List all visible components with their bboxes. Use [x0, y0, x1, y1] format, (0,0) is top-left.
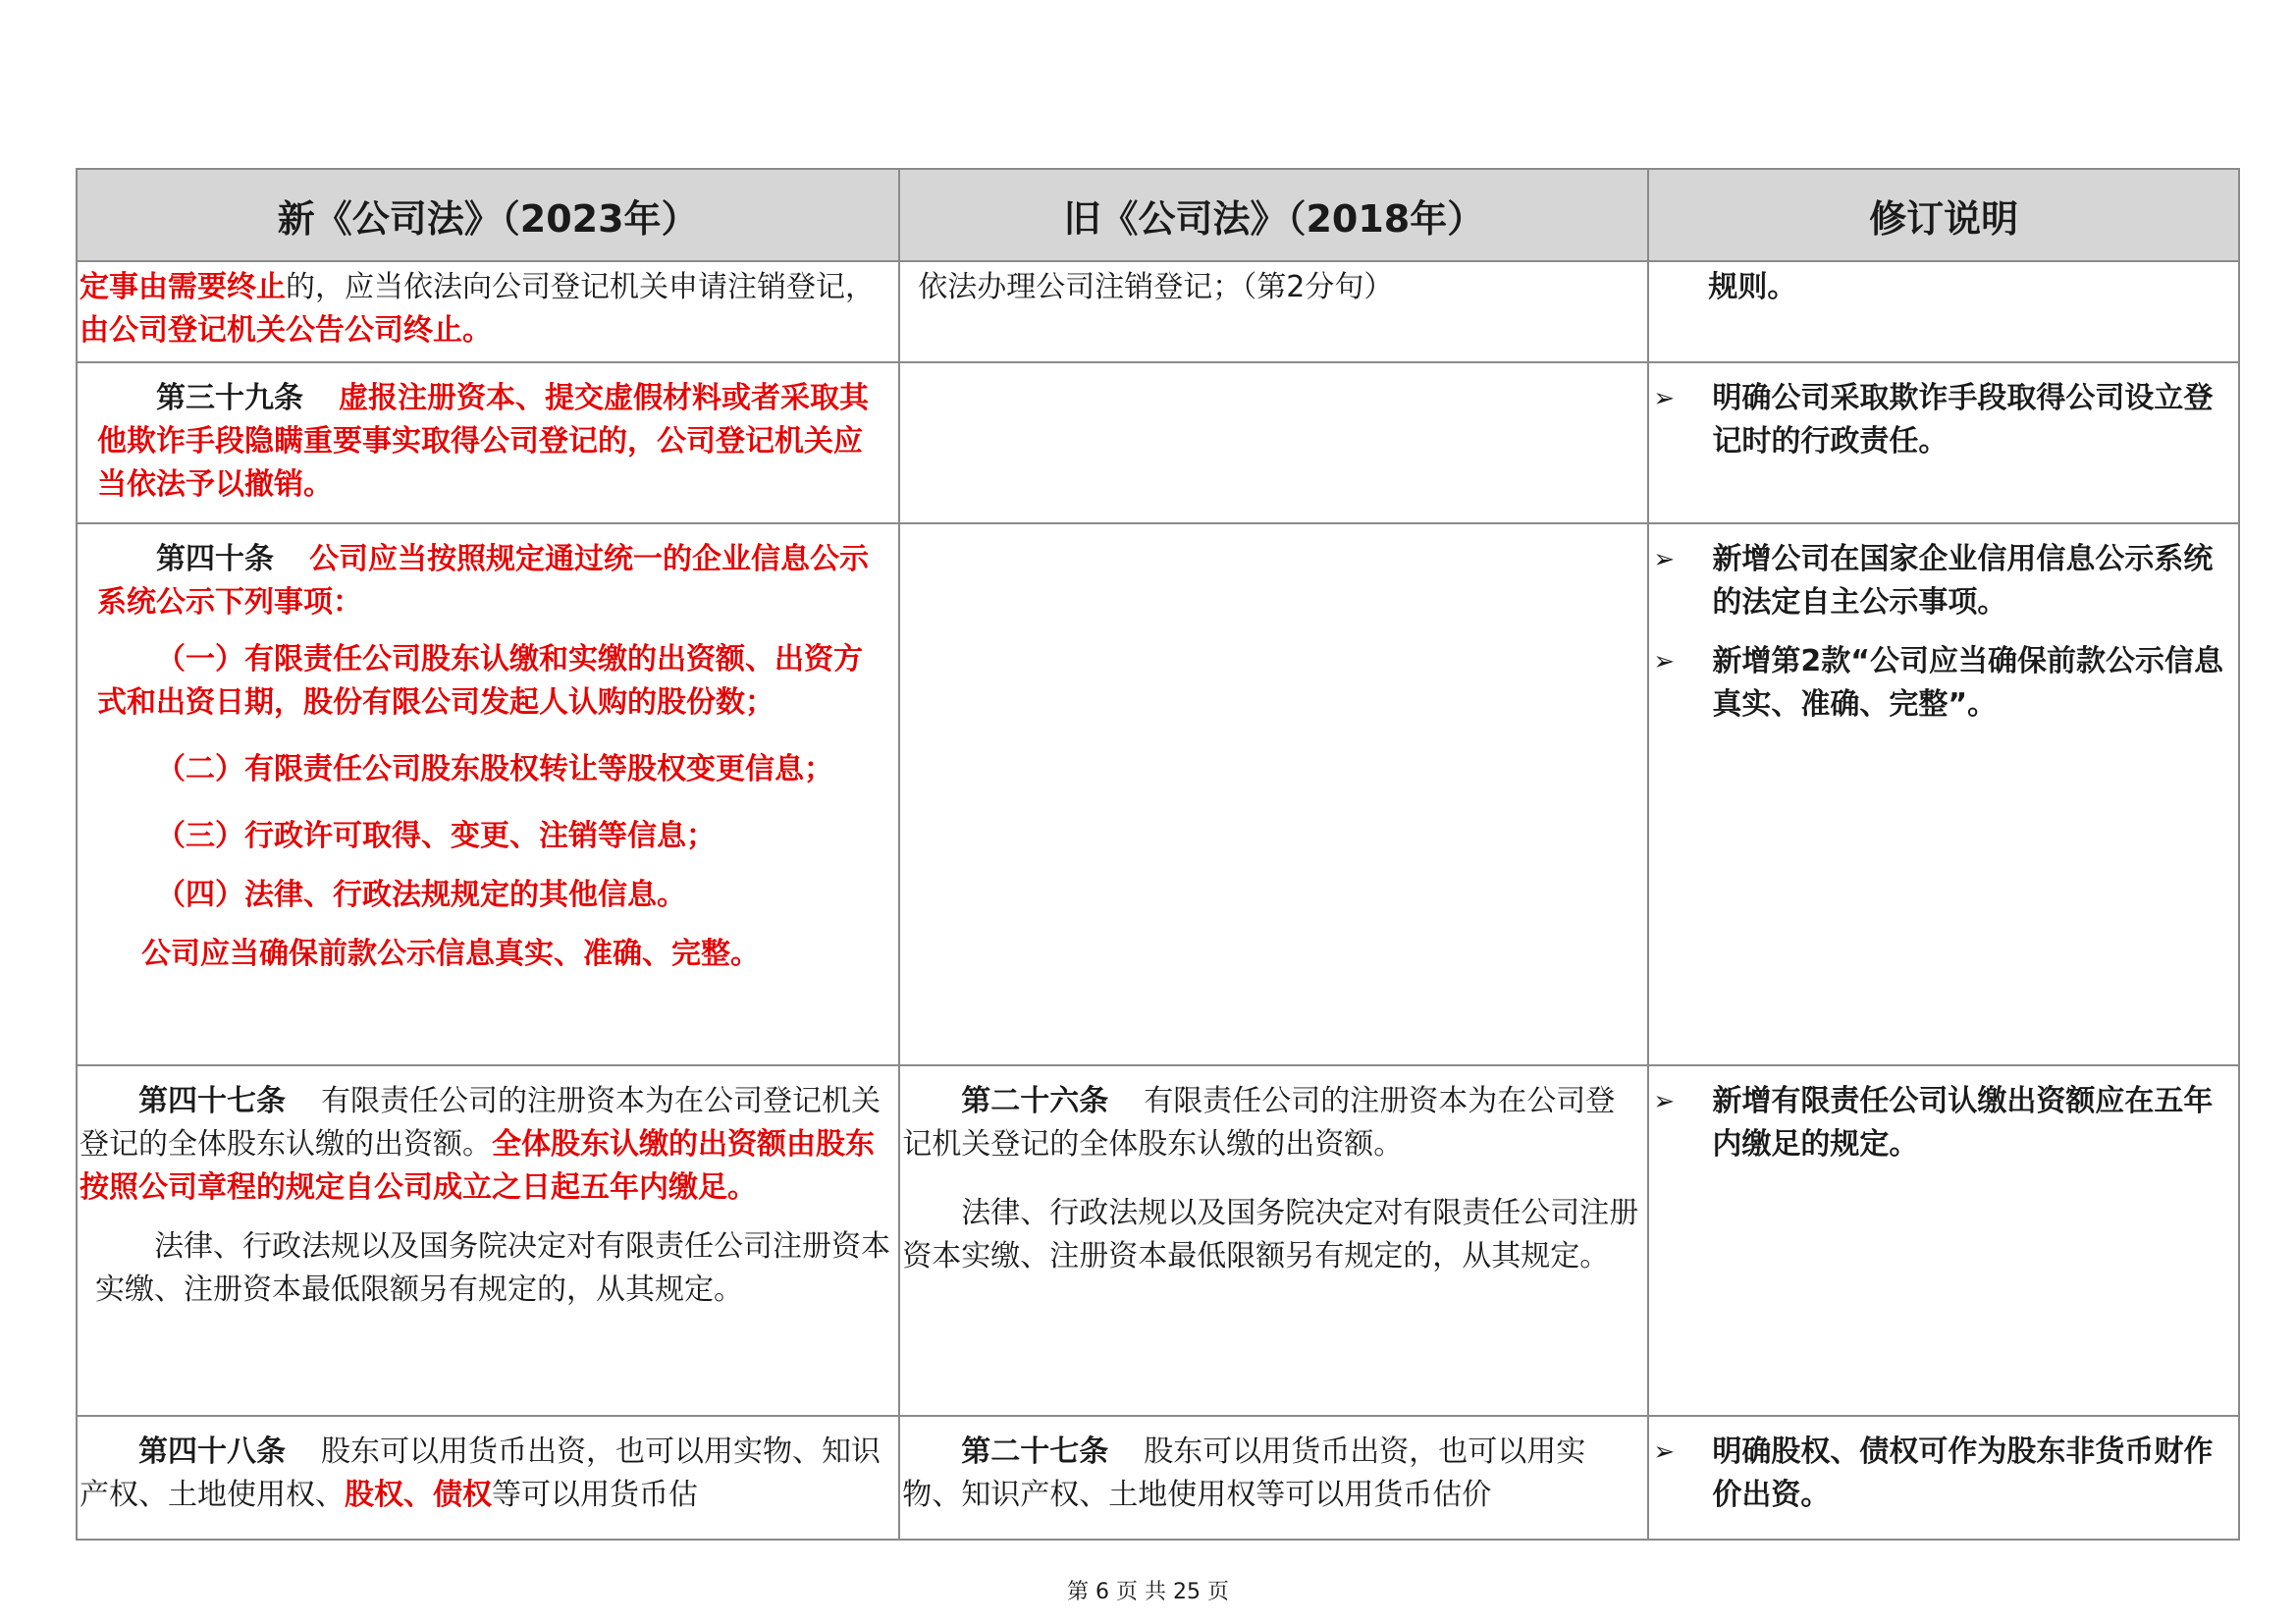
red-text: 全体股东认缴的出资额由股东按照公司章程的规定自公司成立之日起五年内缴足。	[80, 1127, 875, 1205]
list-item: （三）行政许可取得、变更、注销等信息；	[156, 819, 716, 853]
page-footer: 第 6 页 共 25 页	[1067, 1580, 1229, 1604]
list-item: 公司应当确保前款公示信息真实、准确、完整。	[141, 937, 760, 971]
table-row	[77, 523, 2239, 1065]
note-cell	[1648, 523, 2239, 1065]
note-text: 新增第2款“公司应当确保前款公示信息真实、准确、完整”。	[1712, 644, 2223, 722]
new-law-cell	[77, 362, 899, 523]
header-row	[77, 169, 2239, 261]
old-law-cell	[899, 362, 1648, 523]
article-number: 第三十九条	[156, 381, 303, 415]
arrow-bullet-icon: ➢	[1653, 1087, 1676, 1116]
body-text: 有限责任公司的注册资本为在公司登记机关登记的全体股东认缴的出资额。	[80, 1084, 881, 1162]
article-number: 第二十六条	[961, 1084, 1109, 1118]
body-text: 有限责任公司的注册资本为在公司登记机关登记的全体股东认缴的出资额。	[902, 1084, 1616, 1162]
body-text: 股东可以用货币出资，也可以用实物、知识产权、土地使用权等可以用货币估价	[902, 1435, 1586, 1512]
body-text	[900, 363, 1647, 373]
list-item: （二）有限责任公司股东股权转让等股权变更信息；	[156, 752, 833, 786]
body-text: 法律、行政法规以及国务院决定对有限责任公司注册资本实缴、注册资本最低限额另有规定的，从其规定。	[95, 1229, 890, 1307]
table-row	[77, 261, 2239, 362]
article-number: 第四十七条	[138, 1084, 286, 1118]
new-law-cell	[77, 1065, 899, 1416]
article-number: 第二十七条	[961, 1435, 1109, 1469]
table-row	[77, 1416, 2239, 1540]
red-text: 股权、债权	[345, 1478, 492, 1512]
note-cell	[1648, 1065, 2239, 1416]
arrow-bullet-icon: ➢	[1653, 1437, 1676, 1467]
old-law-cell	[899, 1416, 1648, 1540]
header-revision-notes: 修订说明	[1648, 169, 2239, 261]
table-row	[77, 362, 2239, 523]
note-text: 规则。	[1708, 270, 1797, 304]
body-text	[900, 524, 1647, 534]
old-law-cell	[899, 261, 1648, 362]
arrow-bullet-icon: ➢	[1653, 384, 1676, 413]
header-new-law: 新《公司法》（2023年）	[77, 169, 899, 261]
body-text: 的，应当依法向公司登记机关申请注销登记，	[286, 270, 875, 304]
note-text: 明确公司采取欺诈手段取得公司设立登记时的行政责任。	[1712, 381, 2214, 459]
article-number: 第四十八条	[138, 1435, 286, 1469]
red-text: 定事由需要终止	[80, 270, 286, 304]
new-law-cell	[77, 261, 899, 362]
arrow-bullet-icon: ➢	[1653, 647, 1676, 677]
note-text: 明确股权、债权可作为股东非货币财作价出资。	[1712, 1435, 2214, 1512]
old-law-cell	[899, 1065, 1648, 1416]
article-number: 第四十条	[156, 542, 274, 576]
header-old-law: 旧《公司法》（2018年）	[899, 169, 1648, 261]
red-text: 由公司登记机关公告公司终止。	[80, 313, 492, 348]
list-item: （一）有限责任公司股东认缴和实缴的出资额、出资方式和出资日期，股份有限公司发起人认购的股份数；	[97, 642, 863, 720]
body-text: 等可以用货币估	[492, 1478, 698, 1512]
note-cell	[1648, 1416, 2239, 1540]
body-text: 法律、行政法规以及国务院决定对有限责任公司注册资本实缴、注册资本最低限额另有规定的，从其规定。	[902, 1196, 1639, 1273]
body-text: 股东可以用货币出资，也可以用实物、知识产权、土地使用权、	[80, 1435, 881, 1512]
note-cell	[1648, 261, 2239, 362]
new-law-cell	[77, 523, 899, 1065]
table-row	[77, 1065, 2239, 1416]
old-law-cell	[899, 523, 1648, 1065]
red-text: 虚报注册资本、提交虚假材料或者采取其他欺诈手段隐瞒重要事实取得公司登记的，公司登记机关应当依法予以撤销。	[97, 381, 869, 502]
new-law-cell	[77, 1416, 899, 1540]
body-text: 依法办理公司注销登记；（第2分句）	[918, 270, 1394, 304]
red-text: 公司应当按照规定通过统一的企业信息公示系统公示下列事项：	[97, 542, 869, 620]
comparison-table	[76, 168, 2240, 1541]
list-item: （四）法律、行政法规规定的其他信息。	[156, 878, 686, 912]
note-text: 新增有限责任公司认缴出资额应在五年内缴足的规定。	[1712, 1084, 2214, 1162]
arrow-bullet-icon: ➢	[1653, 545, 1676, 574]
note-text: 新增公司在国家企业信用信息公示系统的法定自主公示事项。	[1712, 542, 2214, 620]
note-cell	[1648, 362, 2239, 523]
